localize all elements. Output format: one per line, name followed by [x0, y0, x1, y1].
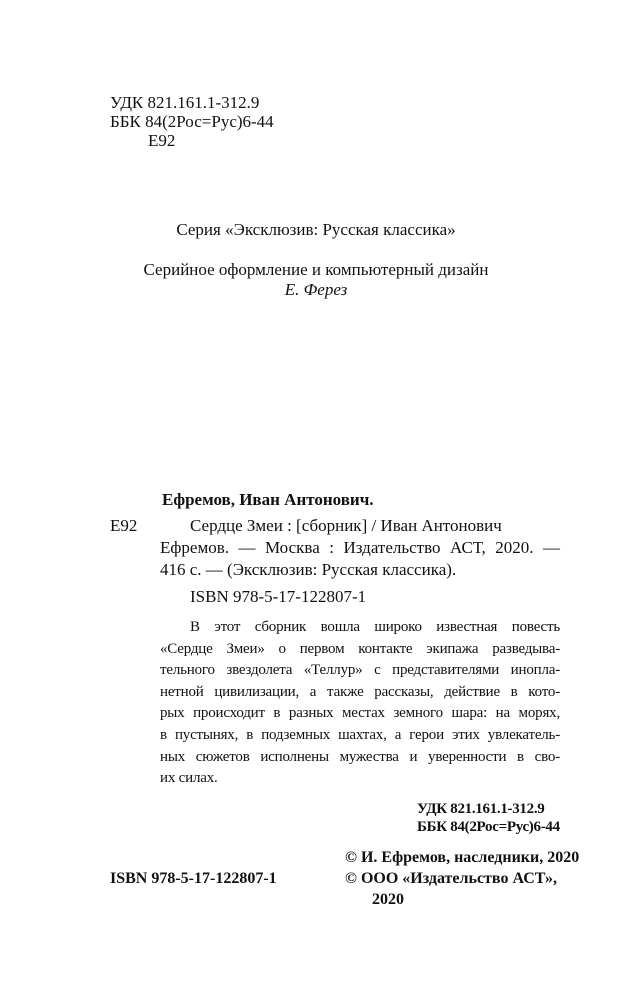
footer-isbn: ISBN 978-5-17-122807-1 — [110, 870, 277, 887]
abstract-line: В этот сборник вошла широко известная повесть — [190, 619, 560, 635]
abstract-line: их силах. — [160, 770, 218, 787]
abstract-line: нетной цивилизации, а также рассказы, действие в кото- — [160, 683, 560, 700]
copyright-line-3: 2020 — [372, 891, 404, 908]
abstract-line: «Сердце Змеи» о первом контакте экипажа разведыва- — [160, 640, 560, 657]
header-udk: УДК 821.161.1-312.9 — [110, 93, 260, 112]
bib-line-3: 416 с. — (Эксклюзив: Русская классика). — [160, 560, 457, 579]
bib-line-1: Сердце Змеи : [сборник] / Иван Антонович — [190, 516, 502, 535]
catalog-isbn: ISBN 978-5-17-122807-1 — [190, 587, 367, 606]
abstract-line: в пустынях, в подземных шахтах, а герои этих увлекатель- — [160, 726, 560, 743]
abstract-line: рых происходит в разных местах земного шара: на морях, — [160, 705, 560, 722]
designer-name: Е. Ферез — [284, 280, 348, 299]
abstract-line: тельного звездолета «Теллур» с представителями инопла- — [160, 662, 560, 679]
header-author-mark: Е92 — [148, 131, 176, 150]
catalog-udk: УДК 821.161.1-312.9 — [417, 801, 545, 817]
copyright-line-2: © ООО «Издательство АСТ», — [345, 870, 558, 887]
catalog-author: Ефремов, Иван Антонович. — [162, 490, 374, 509]
header-bbk: ББК 84(2Рос=Рус)6-44 — [110, 112, 274, 131]
abstract-line: ных сюжетов исполнены мужества и уверенности в сво- — [160, 748, 560, 765]
copyright-line-1: © И. Ефремов, наследники, 2020 — [345, 849, 580, 866]
catalog-bbk: ББК 84(2Рос=Рус)6-44 — [417, 819, 560, 835]
series-title: Серия «Эксклюзив: Русская классика» — [176, 220, 456, 239]
bib-line-2: Ефремов. — Москва : Издательство АСТ, 2020. — — [160, 538, 560, 557]
design-label: Серийное оформление и компьютерный дизайн — [143, 260, 489, 279]
abstract — [160, 617, 560, 790]
catalog-mark: Е92 — [110, 516, 138, 535]
